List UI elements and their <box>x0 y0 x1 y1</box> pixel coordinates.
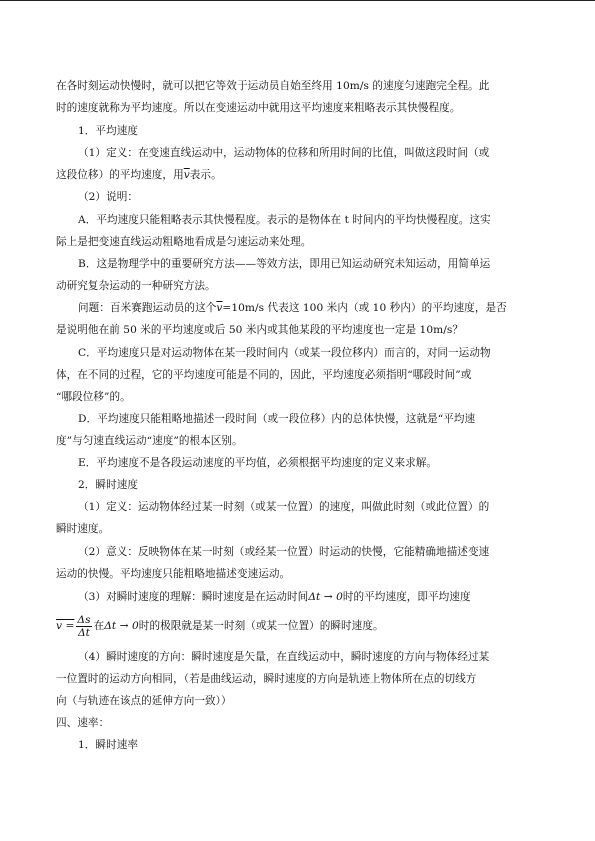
text-span: 表示。 <box>189 169 222 181</box>
text-line: （2）说明： <box>78 191 139 203</box>
section-heading-instantaneous-velocity: 2．瞬时速度 <box>78 479 139 491</box>
text-span: （3）对瞬时速度的理解：瞬时速度是在运动时间 <box>78 591 309 603</box>
avg-velocity-symbol: $\overline{v}$ <box>183 169 190 181</box>
text-line: 一位置时的运动方向相同，（若是曲线运动，瞬时速度的方向是轨迹上物体所在点的切线方 <box>56 673 477 685</box>
text-line: D．平均速度只能粗略地描述一段时间（或一段位移）内的总体快慢，这就是“平均速 <box>78 413 476 425</box>
text-line: 度”与匀速直线运动“速度”的根本区别。 <box>56 435 243 447</box>
text-span: =10m/s 代表这 100 米内（或 10 秒内）的平均速度，是否 <box>222 302 507 314</box>
text-line: 体，在不同的过程，它的平均速度可能是不同的，因此，平均速度必须指明“哪段时间”或 <box>56 369 472 381</box>
text-line: 向（与轨迹在该点的延伸方向一致）） <box>56 695 232 707</box>
text-line: （1）定义：运动物体经过某一时刻（或某一位置）的速度，叫做此时刻（或此位置）的 <box>78 501 490 513</box>
text-line: 际上是把变速直线运动粗略地看成是匀速运动来处理。 <box>56 236 312 248</box>
text-line: A．平均速度只能粗略表示其快慢程度。表示的是物体在 t 时间内的平均快慢程度。这实 <box>78 214 491 226</box>
text-line: （1）定义：在变速直线运动中，运动物体的位移和所用时间的比值，叫做这段时间（或 <box>78 147 490 159</box>
limit-condition: Δt → 0 <box>104 620 139 632</box>
text-span: 时的平均速度，即平均速度 <box>342 591 471 603</box>
text-line: B．这是物理学中的重要研究方法——等效方法，即用已知运动研究未知运动，用简单运 <box>78 258 491 270</box>
text-line: 时的速度就称为平均速度。所以在变速运动中就用这平均速度来粗略表示其快慢程度。 <box>56 102 461 114</box>
text-line: （4）瞬时速度的方向：瞬时速度是矢量，在直线运动中，瞬时速度的方向与物体经过某 <box>78 651 490 663</box>
section-heading-average-velocity: 1．平均速度 <box>78 125 139 137</box>
text-line: C．平均速度只是对运动物体在某一段时间内（或某一段位移内）而言的，对同一运动物 <box>78 347 491 359</box>
text-line: 瞬时速度。 <box>56 523 110 535</box>
text-span: 这段位移）的平均速度，用 <box>56 169 184 181</box>
text-line: （2）意义：反映物体在某一时刻（或经某一位置）时运动的快慢，它能精确地描述变速 <box>78 546 490 558</box>
text-line: 运动的快慢。平均速度只能粗略地描述变速运动。 <box>56 568 291 580</box>
fraction-denominator: Δt <box>77 626 90 639</box>
section-heading-instantaneous-speed: 1．瞬时速率 <box>78 739 139 751</box>
text-line: 在各时刻运动快慢时，就可以把它等效于运动员自始至终用 10m/s 的速度匀速跑完全程。此 <box>56 80 490 92</box>
avg-velocity-formula-lhs: v = <box>56 620 75 632</box>
text-span: 在 <box>93 620 105 632</box>
fraction-numerator: Δs <box>77 613 91 626</box>
formula-line <box>56 612 540 640</box>
limit-condition: Δt → 0 <box>308 591 343 603</box>
text-line: 动研究复杂运动的一种研究方法。 <box>56 280 216 292</box>
section-heading-speed: 四、速率： <box>56 717 110 729</box>
text-line <box>78 590 540 604</box>
text-line: “哪段位移”的。 <box>56 391 131 403</box>
text-span: 问题：百米赛跑运动员的这个 <box>78 302 217 314</box>
text-line: E．平均速度不是各段运动速度的平均值，必须根据平均速度的定义来求解。 <box>78 457 438 469</box>
text-line <box>78 301 540 315</box>
avg-velocity-symbol: $\overline{v}$ <box>216 302 223 314</box>
text-span: 时的极限就是某一时刻（或某一位置）的瞬时速度。 <box>138 620 384 632</box>
text-line <box>56 168 540 182</box>
fraction-ds-dt <box>76 614 91 639</box>
text-line: 是说明他在前 50 米的平均速度或后 50 米内或其他某段的平均速度也一定是 10m/s？ <box>56 324 463 336</box>
